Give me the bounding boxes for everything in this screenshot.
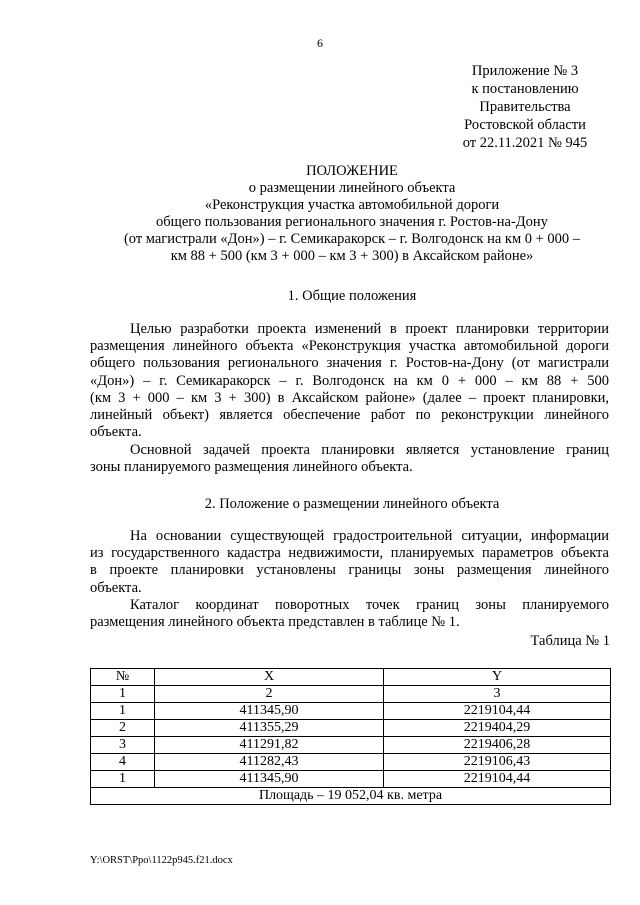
table-index-row (91, 686, 611, 703)
y-coordinate: 2219106,43 (384, 754, 611, 771)
index-cell: 3 (384, 686, 611, 703)
index-cell: 1 (91, 686, 155, 703)
appendix-line: к постановлению (471, 81, 579, 97)
table-row (91, 720, 611, 737)
appendix-line: Приложение № 3 (471, 63, 579, 79)
title-line: км 88 + 500 (км 3 + 000 – км 3 + 300) в Аксайском районе» (170, 248, 534, 264)
text-line: из государственного кадастра недвижимости, планируемых параметров объекта (90, 545, 609, 562)
point-number: 3 (91, 737, 155, 754)
table-row (91, 737, 611, 754)
title-line: о размещении линейного объекта (248, 180, 456, 196)
title-heading: ПОЛОЖЕНИЕ (306, 163, 398, 179)
title-line: общего пользования регионального значения г. Ростов-на-Дону (156, 214, 548, 230)
table-area-row (91, 788, 611, 805)
y-coordinate: 2219104,44 (384, 703, 611, 720)
header-cell: № (91, 669, 155, 686)
x-coordinate: 411345,90 (155, 771, 384, 788)
coordinates-table (90, 668, 611, 805)
text-line: «Дон») – г. Семикаракорск – г. Волгодонск на км 0 + 000 – км 88 + 500 (90, 372, 609, 389)
table-row (91, 703, 611, 720)
point-number: 4 (91, 754, 155, 771)
y-coordinate: 2219104,44 (384, 771, 611, 788)
y-coordinate: 2219404,29 (384, 720, 611, 737)
index-cell: 2 (155, 686, 384, 703)
section-2-heading: 2. Положение о размещении линейного объекта (204, 496, 500, 512)
text-line: Каталог координат поворотных точек границ зоны планируемого (130, 597, 609, 613)
text-line: размещения линейного объекта представлен в таблице № 1. (90, 614, 460, 631)
appendix-block (440, 62, 610, 152)
area-cell: Площадь – 19 052,04 кв. метра (91, 788, 611, 805)
text-line: На основании существующей градостроительной ситуации, информации (130, 528, 609, 544)
point-number: 2 (91, 720, 155, 737)
section-1-heading: 1. Общие положения (287, 288, 417, 304)
x-coordinate: 411345,90 (155, 703, 384, 720)
x-coordinate: 411282,43 (155, 754, 384, 771)
point-number: 1 (91, 771, 155, 788)
text-line: (км 3 + 000 – км 3 + 300) в Аксайском районе» (далее – проект планировки, (90, 389, 609, 406)
text-line: размещения линейного объекта «Реконструкция участка автомобильной дороги (90, 338, 609, 355)
text-line: линейный объект) является обеспечение работ по реконструкции линейного (90, 407, 609, 424)
point-number: 1 (91, 703, 155, 720)
text-line: Целью разработки проекта изменений в проект планировки территории (130, 321, 609, 337)
title-line: (от магистрали «Дон») – г. Семикаракорск – г. Волгодонск на км 0 + 000 – (123, 231, 581, 247)
y-coordinate: 2219406,28 (384, 737, 611, 754)
text-line: объекта. (90, 424, 142, 441)
x-coordinate: 411291,82 (155, 737, 384, 754)
table-header-row (91, 669, 611, 686)
table-row (91, 771, 611, 788)
document-title (80, 163, 624, 265)
appendix-line: Ростовской области (464, 117, 586, 133)
section-2-paragraph-1 (90, 528, 609, 597)
file-path-footer: Y:\ORST\Ppo\1122p945.f21.docx (90, 855, 233, 866)
appendix-line: от 22.11.2021 № 945 (462, 135, 588, 151)
text-line: объекта. (90, 579, 142, 596)
x-coordinate: 411355,29 (155, 720, 384, 737)
text-line: общего пользования регионального значения г. Ростов-на-Дону (от магистрали (90, 355, 609, 372)
section-1-paragraph-2 (90, 442, 609, 476)
header-cell: Y (384, 669, 611, 686)
appendix-line: Правительства (479, 99, 571, 115)
header-cell: X (155, 669, 384, 686)
text-line: зоны планируемого размещения линейного объекта. (90, 459, 413, 476)
table-label: Таблица № 1 (530, 633, 610, 649)
text-line: в проекте планировки установлены границы зоны размещения линейного (90, 562, 609, 579)
section-2-paragraph-2 (90, 597, 609, 631)
title-line: «Реконструкция участка автомобильной дороги (204, 197, 500, 213)
page-number: 6 (317, 36, 323, 50)
table-row (91, 754, 611, 771)
section-1-paragraph-1 (90, 321, 609, 441)
text-line: Основной задачей проекта планировки является установление границ (130, 442, 609, 458)
